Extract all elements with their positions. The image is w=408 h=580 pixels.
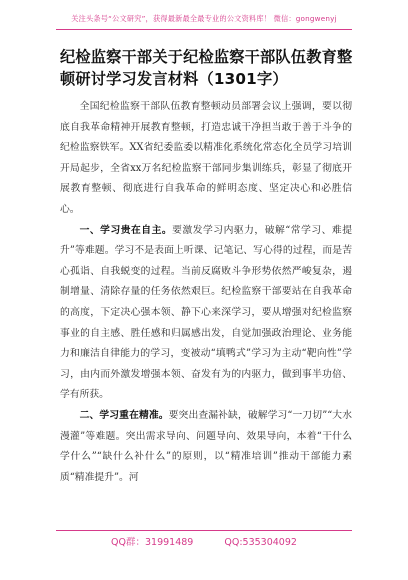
footer-divider — [56, 530, 352, 531]
section-2-paragraph — [60, 406, 352, 488]
section-2-heading: 二、学习重在精准。 — [79, 409, 169, 421]
header-banner: 关注头条号“公文研究”，获得最新最全最专业的公文资料库！ 微信：gongwenyj — [71, 14, 337, 23]
section-1-heading: 一、学习贵在自主。 — [79, 224, 173, 236]
intro-paragraph: 全国纪检监察干部队伍教育整顿动员部署会议上强调，要以彻底自我革命精神开展教育整顿，打造忠诚干净担当敢于善于斗争的纪检监察铁军。XX省纪委监委以精准化系统化常态化全员学习培训开局起步，全省xx万名纪检监察干部同步集训练兵，彰显了彻底开展教育整顿、彻底进行自我革命的鲜明态度、坚定决心和必胜信心。 — [60, 101, 352, 215]
footer — [0, 534, 408, 548]
footer-qq-group: QQ群：31991489 — [111, 537, 194, 548]
header-divider — [56, 29, 352, 30]
section-1-paragraph — [60, 221, 352, 406]
document-title: 纪检监察干部关于纪检监察干部队伍教育整顿研讨学习发言材料（1301字） — [60, 48, 353, 88]
section-1-body: 要激发学习内驱力，破解“常学习、难提升”等难题。学习不是表面上听课、记笔记、写心得的过程，而是苦心孤诣、自我蜕变的过程。当前反腐败斗争形势依然严峻复杂，遏制增量、清除存量的任务依然艰巨。纪检监察干部要站在自我革命的高度，下定决心强本领、静下心来深学习，要从增强对纪检监察事业的自主感、胜任感和归属感出发，自觉加强政治理论、业务能力和廉洁自律能力的学习，变被动“填鸭式”学习为主动“靶向性”学习，由内而外激发增强本领、奋发有为的内驱力，做到事半功倍、学有所获。 — [60, 224, 352, 401]
document-body — [60, 97, 352, 488]
footer-qq: QQ:535304092 — [224, 537, 297, 548]
section-2-body: 要突出查漏补缺，破解学习“一刀切”“大水漫灌”等难题。突出需求导向、问题导向、效果导向，本着“干什么学什么”“缺什么补什么”的原则，以“精准培训”推动干部能力素质“精准提升”。河 — [60, 409, 352, 483]
